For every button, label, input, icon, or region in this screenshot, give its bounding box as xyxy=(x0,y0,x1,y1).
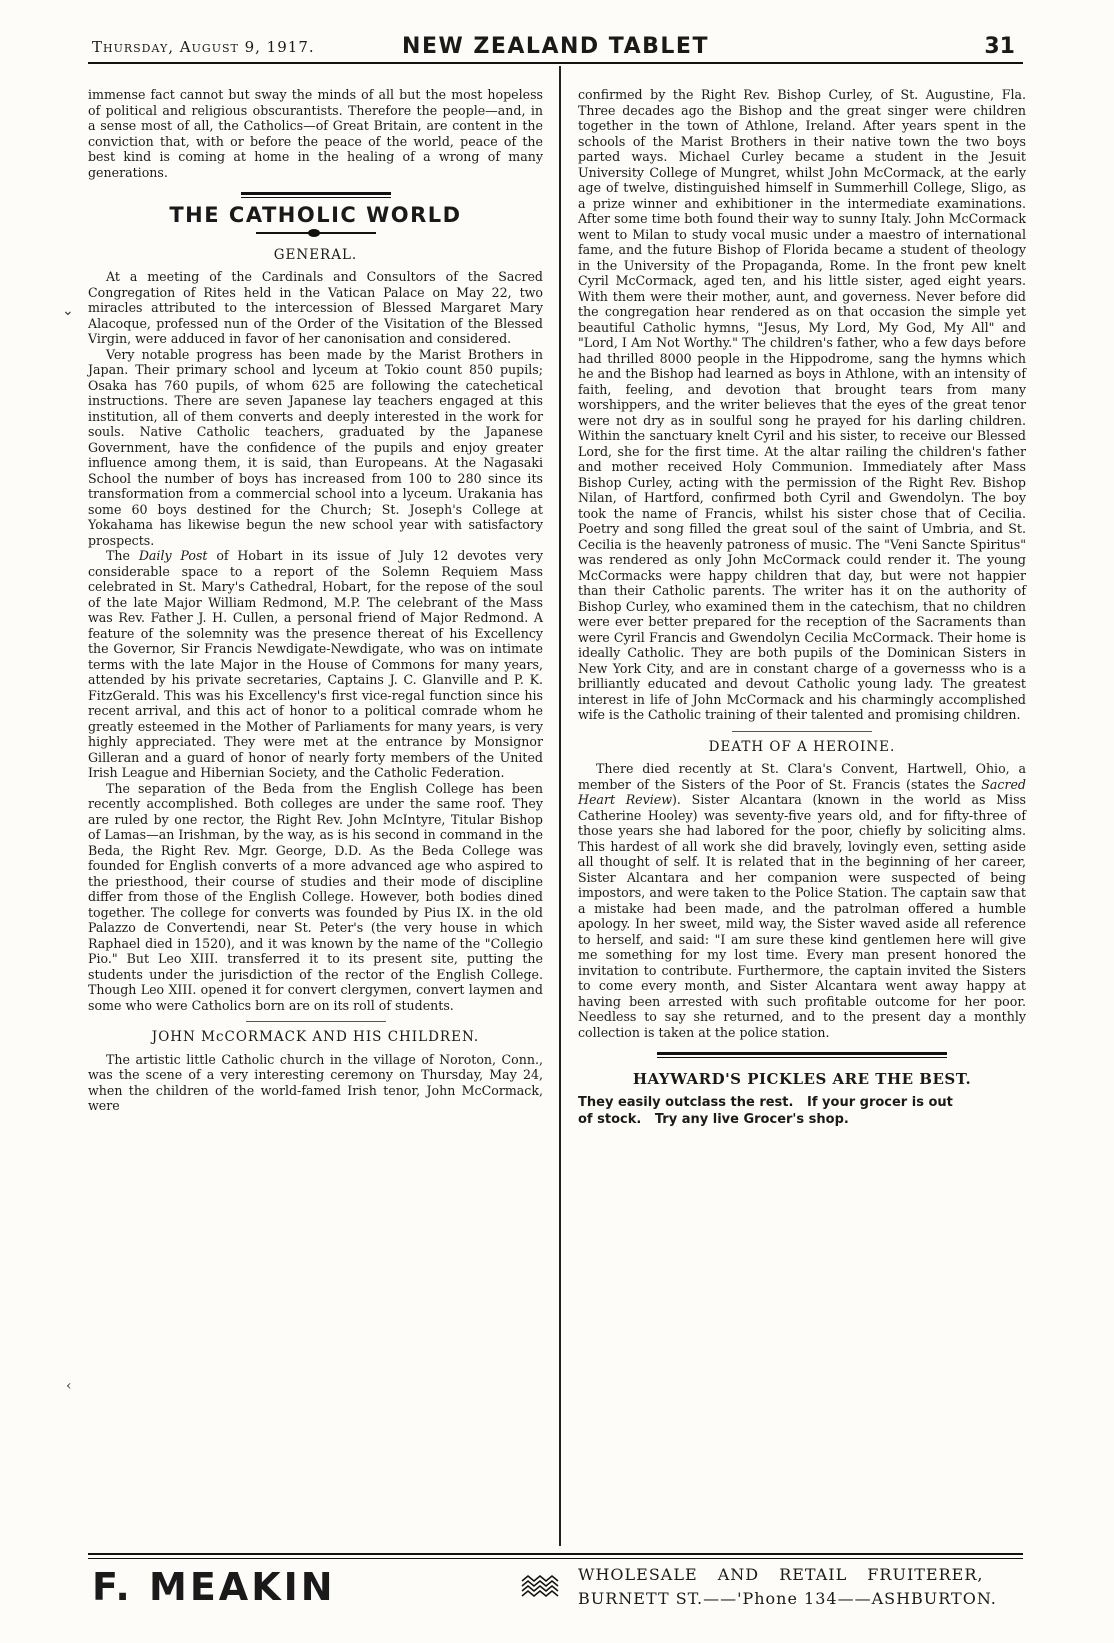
ad-text: They easily outclass the rest. If your grocer is out of stock. Try any live Grocer's shop. xyxy=(578,1094,953,1127)
magazine-title: Sacred Heart Review xyxy=(578,776,1026,807)
ornament-icon xyxy=(518,1573,562,1599)
page-number: 31 xyxy=(984,34,1015,59)
right-column xyxy=(578,87,1026,1128)
mccormack-heading: JOHN McCORMACK AND HIS CHILDREN. xyxy=(151,1029,480,1045)
ornament-rule xyxy=(256,230,376,236)
ad-headline: HAYWARD'S PICKLES ARE THE BEST. xyxy=(632,1070,972,1088)
paragraph: The Daily Post of Hobart in its issue of July 12 devotes very considerable space to a report of the Solemn Requiem Mass celebrated in St. Mary's Cathedral, Hobart, for the repose of the soul of the late Major William Redmond, M.P. The celebrant of the Mass was Rev. Father J. H. Cullen, a personal friend of Major Redmond. A feature of the solemnity was the presence thereat of his Excellency the Governor, Sir Francis Newdigate-Newdigate, who was on intimate terms with the late Major in the House of Commons for many years, attended by his private secretaries, Captains J. C. Glanville and P. K. FitzGerald. This was his Excellency's first vice-regal function since his recent arrival, and this act of honor to a political comrade whom he greatly esteemed in the Mother of Parliaments for many years, is very highly appreciated. They were met at the entrance by Monsignor Gilleran and a guard of honor of nearly forty members of the United Irish League and Hibernian Society, and the Catholic Federation. xyxy=(88,548,543,780)
issue-date: Thursday, August 9, 1917. xyxy=(92,38,315,56)
double-rule xyxy=(241,192,391,198)
margin-mark-icon: ‹ xyxy=(66,1378,72,1394)
paragraph: At a meeting of the Cardinals and Consultors of the Sacred Congregation of Rites held in the Vatican Palace on May 22, two miracles attributed to the intercession of Blessed Margaret Mary Alacoque, professed nun of the Order of the Visitation of the Blessed Virgin, were adduced in favor of her canonisation and considered. xyxy=(88,269,543,346)
heroine-heading: DEATH OF A HEROINE. xyxy=(708,738,896,755)
thin-rule xyxy=(246,1021,386,1022)
left-column xyxy=(88,87,543,1114)
paragraph: There died recently at St. Clara's Convent, Hartwell, Ohio, a member of the Sisters of the Poor of St. Francis (states the Sacred Heart Review). Sister Alcantara (known in the world as Miss Catherine Hooley) was seventy-five years old, and for fifty-three of those years she had labored for the poor, chiefly by soliciting alms. This hardest of all work she did bravely, lovingly even, setting aside all thought of self. It is related that in the beginning of her career, Sister Alcantara and her companion were suspected of being impostors, and were taken to the Police Station. The captain saw that a mistake had been made, and the patrolman offered a humble apology. In her sweet, mild way, the Sister waved aside all reference to herself, and said: "I am sure these kind gentlemen here will give me something for my lost time. Every man present honored the invitation to contribute. Furthermore, the captain invited the Sisters to come every month, and Sister Alcantara went away happy at having been arrested with such profitable outcome for her poor. Needless to say she returned, and to the present day a monthly collection is taken at the police station. xyxy=(578,761,1027,1040)
advertiser-trade: WHOLESALE AND RETAIL FRUITERER, xyxy=(578,1565,984,1584)
paragraph: The separation of the Beda from the English College has been recently accomplished. Both colleges are under the same roof. They are ruled by one rector, the Right Rev. John McIntyre, Titular Bishop of Lamas—an Irishman, by the way, as is his second in command in the Beda, the Right Rev. Mgr. George, D.D. As the Beda College was founded for English converts of a more advanced age who aspired to the priesthood, their course of studies and their mode of discipline differ from those of the English College. However, both bodies dined together. The college for converts was founded by Pius IX. in the old Palazzo de Convertendi, near St. Peter's (the very house in which Raphael died in 1520), and it was known by the name of the "Collegio Pio." But Leo XIII. transferred it to its present site, putting the students under the jurisdiction of the rector of the English College. Though Leo XIII. opened it for convert clergymen, convert laymen and some who were Catholics born are on its roll of students. xyxy=(88,780,543,1013)
paragraph: confirmed by the Right Rev. Bishop Curley, of St. Augustine, Fla. Three decades ago the Bishop and the great singer were children together in the town of Athlone, Ireland. After years spent in the schools of the Marist Brothers in their native town the two boys parted ways. Michael Curley became a student in the Jesuit University College of Mungret, whilst John McCormack, at the early age of twelve, distinguished himself in Summerhill College, Sligo, as a prize winner and exhibitioner in the intermediate examinations. After some time both found their way to sunny Italy. John McCormack went to Milan to study vocal music under a maestro of international fame, and the future Bishop of Florida became a student of theology in the University of the Propaganda, Rome. In the front pew knelt Cyril McCormack, aged ten, and his little sister, aged eight years. With them were their mother, aunt, and governess. Never before did the congregation hear rendered as on that occasion the simple yet beautiful Catholic hymns, "Jesus, My Lord, My God, My All" and "Lord, I Am Not Worthy." The children's father, who a few days before had thrilled 8000 people in the Hippodrome, sang the hymns which he and the Bishop had learned as boys in Athlone, with an intensity of faith, feeling, and devotion that brought tears from many worshippers, and the writer believes that the eyes of the great tenor were not dry as in soulful song he prayed for his darling children. Within the sanctuary knelt Cyril and his sister, to receive our Blessed Lord, she for the first time. At the altar railing the children's father and mother received Holy Communion. Immediately after Mass Bishop Curley, acting with the permission of the Right Rev. Bishop Nilan, of Hartford, confirmed both Cyril and Gwendolyn. The boy took the name of Francis, whilst his sister chose that of Cecilia. Poetry and song filled the great soul of the saint of Umbria, and St. Cecilia is the heavenly patroness of music. The "Veni Sancte Spiritus" was rendered as only John McCormack could render it. The young McCormacks were happy children that day, but were not happier than their Catholic parents. The writer has it on the authority of Bishop Curley, who examined them in the catechism, that no children were ever better prepared for the reception of the Sacraments than were Cyril Francis and Gwendolyn Cecilia McCormack. Their home is ideally Catholic. They are both pupils of the Dominican Sisters in New York City, and are in constant charge of a governesss who is a brilliantly educated and devout Catholic young lady. The greatest interest in life of John McCormack and his charmingly accomplished wife is the Catholic training of their talented and promising children. xyxy=(578,87,1026,722)
advertiser-name: F. MEAKIN xyxy=(92,1565,336,1609)
column-divider xyxy=(559,66,561,1546)
newspaper-title: Daily Post xyxy=(138,548,208,563)
masthead-title: NEW ZEALAND TABLET xyxy=(402,34,709,59)
general-heading: GENERAL. xyxy=(273,246,358,263)
paragraph: The artistic little Catholic church in the village of Noroton, Conn., was the scene of a very interesting ceremony on Thursday, May 24, when the children of the world-famed Irish tenor, John McCormack, were xyxy=(88,1051,543,1113)
section-title: THE CATHOLIC WORLD xyxy=(169,203,462,227)
margin-mark-icon: ⌄ xyxy=(62,303,74,319)
double-rule xyxy=(657,1052,947,1058)
intro-paragraph: immense fact cannot but sway the minds of all but the most hopeless of political and religious obscurantists. Therefore the people—and, in a sense most of all, the Catholics—of Great Britain, are content in the conviction that, with or before the peace of the world, peace of the best kind is coming at home in the healing of a wrong of many generations. xyxy=(88,87,543,180)
footer-advert xyxy=(88,1553,1023,1617)
advertiser-address: BURNETT ST.——'Phone 134——ASHBURTON. xyxy=(578,1589,997,1608)
paragraph: Very notable progress has been made by the Marist Brothers in Japan. Their primary school and lyceum at Tokio count 850 pupils; Osaka has 760 pupils, of whom 625 are following the catechetical instructions. There are seven Japanese lay teachers engaged at this institution, all of them converts and deeply interested in the work for souls. Native Catholic teachers, graduated by the Japanese Government, have the confidence of the pupils and enjoy greater influence among them, it is said, than Europeans. At the Nagasaki School the number of boys has increased from 100 to 280 since its transformation from a commercial school into a lyceum. Urakania has some 60 boys destined for the Church; St. Joseph's College at Yokahama has likewise begun the new school year with satisfactory prospects. xyxy=(88,346,543,548)
page-header xyxy=(88,32,1023,64)
thin-rule xyxy=(732,731,872,732)
